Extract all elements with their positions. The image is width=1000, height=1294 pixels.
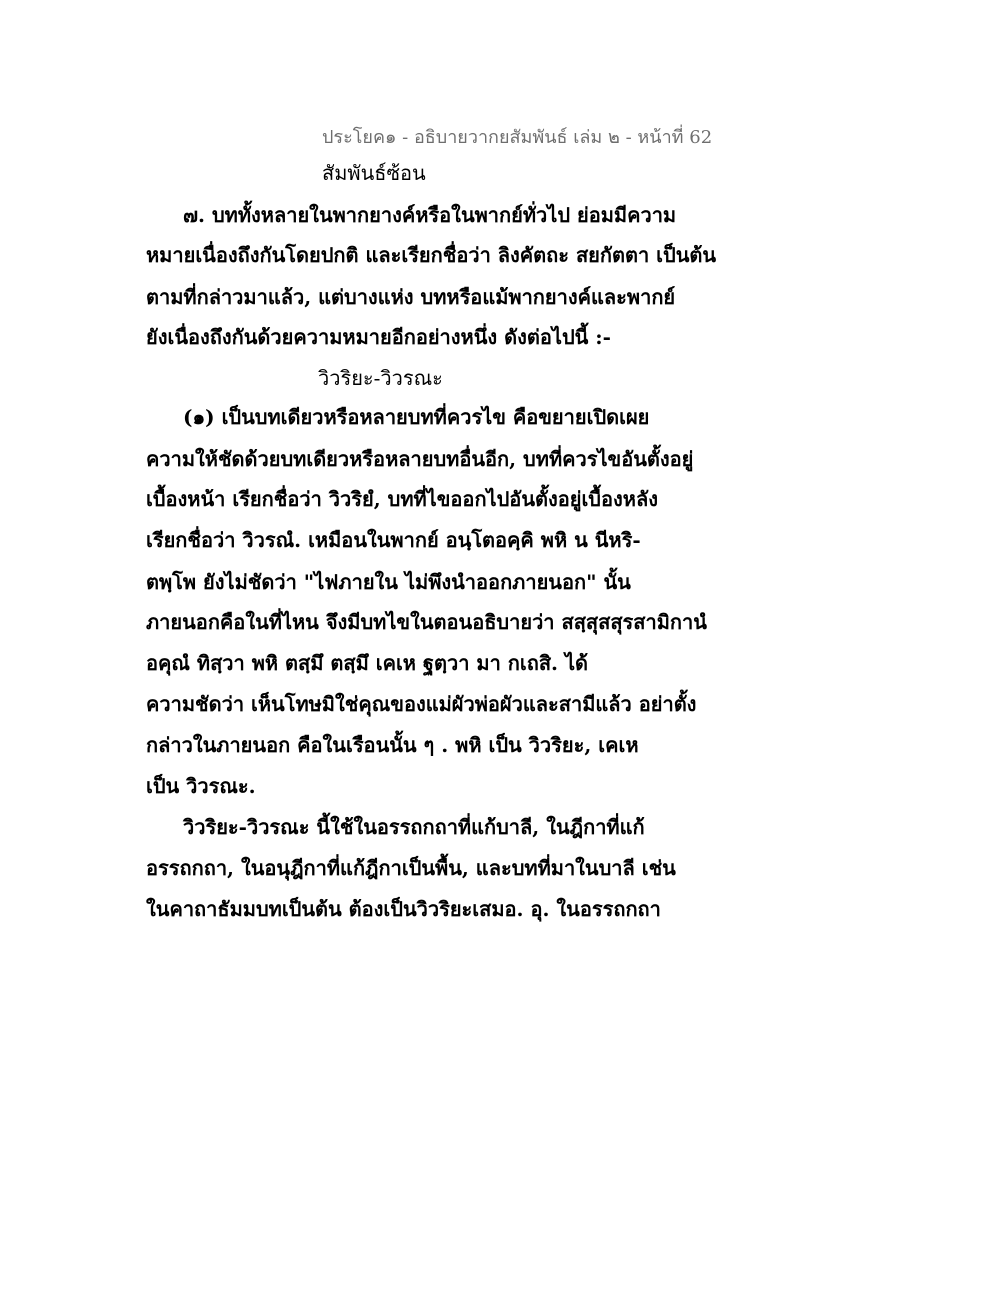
para1-line-1: ๗. บททั้งหลายในพากยางค์หรือในพากย์ทั่วไป ย่อมมีความ xyxy=(183,203,677,227)
para2-line-9: กล่าวในภายนอก คือในเรือนนั้น ๆ . พหิ เป็น วิวริยะ, เคเห xyxy=(146,733,639,757)
para2-line-10: เป็น วิวรณะ. xyxy=(146,774,256,798)
running-header: ประโยค๑ - อธิบายวากยสัมพันธ์ เล่ม ๒ - หน้าที่ 62 xyxy=(322,127,713,148)
para2-line-6: ภายนอกคือในที่ไหน จึงมีบทไขในตอนอธิบายว่า สสฺสุสสุรสามิกานํ xyxy=(146,610,707,634)
para3-line-1: วิวริยะ-วิวรณะ นี้ใช้ในอรรถกถาที่แก้บาลี, ในฎีกาที่แก้ xyxy=(183,815,645,839)
para1-line-4: ยังเนื่องถึงกันด้วยความหมายอีกอย่างหนึ่ง ดังต่อไปนี้ :- xyxy=(146,325,611,349)
para2-line-1: (๑) เป็นบทเดียวหรือหลายบทที่ควรไข คือขยายเปิดเผย xyxy=(183,405,650,429)
para2-line-2: ความให้ชัดด้วยบทเดียวหรือหลายบทอื่นอีก, บทที่ควรไขอันตั้งอยู่ xyxy=(146,447,694,471)
para2-line-3: เบื้องหน้า เรียกชื่อว่า วิวริยํ, บทที่ไขออกไปอันตั้งอยู่เบื้องหลัง xyxy=(146,487,658,511)
para1-line-3: ตามที่กล่าวมาแล้ว, แต่บางแห่ง บทหรือแม้พากยางค์และพากย์ xyxy=(146,285,676,309)
para2-line-5: ตพฺโพ ยังไม่ชัดว่า "ไฟภายใน ไม่พึงนำออกภายนอก" นั้น xyxy=(146,570,631,594)
para2-line-8: ความชัดว่า เห็นโทษมิใช่คุณของแม่ผัวพ่อผัวและสามีแล้ว อย่าตั้ง xyxy=(146,692,697,716)
para3-line-3: ในคาถาธัมมบทเป็นต้น ต้องเป็นวิวริยะเสมอ. อุ. ในอรรถกถา xyxy=(146,897,661,921)
para2-line-4: เรียกชื่อว่า วิวรณํ. เหมือนในพากย์ อนฺโตอคฺคิ พหิ น นีหริ- xyxy=(146,528,641,552)
subheading: วิวริยะ-วิวรณะ xyxy=(318,366,443,390)
para1-line-2: หมายเนื่องถึงกันโดยปกติ และเรียกชื่อว่า ลิงคัตถะ สยกัตตา เป็นต้น xyxy=(146,243,717,267)
section-title: สัมพันธ์ซ้อน xyxy=(322,161,426,185)
para3-line-2: อรรถกถา, ในอนุฎีกาที่แก้ฎีกาเป็นพื้น, และบทที่มาในบาลี เช่น xyxy=(146,856,676,880)
para2-line-7: อคุณํ ทิสฺวา พหิ ตสฺมึ ตสฺมึ เคเห ฐตฺวา มา กเถสิ. ได้ xyxy=(146,651,588,675)
